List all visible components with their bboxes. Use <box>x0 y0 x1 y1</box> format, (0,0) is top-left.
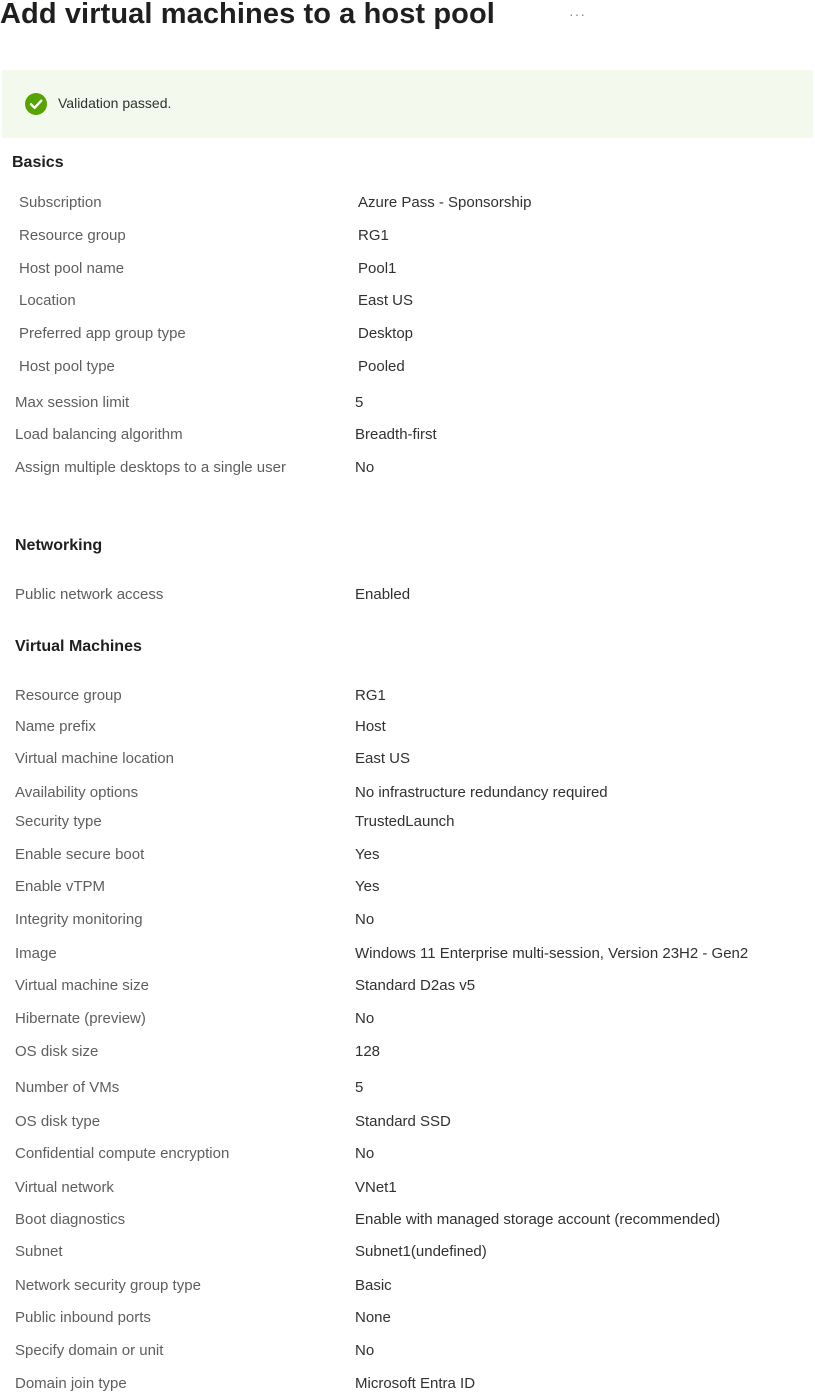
summary-label: Name prefix <box>15 718 96 735</box>
summary-label: Resource group <box>19 227 126 244</box>
summary-value: Windows 11 Enterprise multi-session, Version 23H2 - Gen2 <box>355 945 749 962</box>
summary-label: Subscription <box>19 194 102 211</box>
summary-value: VNet1 <box>355 1179 397 1196</box>
summary-row-enable-vtpm <box>0 878 815 902</box>
summary-value: Pooled <box>358 358 405 375</box>
summary-label: Confidential compute encryption <box>15 1145 230 1162</box>
summary-value: No <box>355 1145 375 1162</box>
summary-row-location <box>0 292 815 316</box>
summary-row-subnet <box>0 1243 815 1267</box>
summary-row-virtual-network <box>0 1179 815 1203</box>
summary-row-max-session-limit <box>0 394 815 418</box>
summary-value: 128 <box>355 1043 381 1060</box>
summary-value: No <box>355 459 375 476</box>
summary-label: OS disk type <box>15 1113 101 1130</box>
summary-label: Resource group <box>15 687 122 704</box>
summary-value: East US <box>358 292 414 309</box>
summary-label: Host pool type <box>19 358 115 375</box>
summary-row-domain-join-type <box>0 1375 815 1399</box>
summary-row-enable-secure-boot <box>0 846 815 870</box>
summary-row-boot-diagnostics <box>0 1211 815 1235</box>
summary-row-hibernate-preview <box>0 1010 815 1034</box>
page-title: Add virtual machines to a host pool <box>0 0 495 30</box>
summary-row-availability-options <box>0 784 815 808</box>
summary-value: RG1 <box>358 227 389 244</box>
summary-value: TrustedLaunch <box>355 813 455 830</box>
summary-value: RG1 <box>355 687 386 704</box>
summary-row-number-of-vms <box>0 1079 815 1103</box>
summary-row-subscription <box>0 194 815 218</box>
summary-label: Max session limit <box>15 394 130 411</box>
summary-row-network-security-group-type <box>0 1277 815 1301</box>
section-virtual-machines-title: Virtual Machines <box>15 638 142 655</box>
summary-label: Public inbound ports <box>15 1309 151 1326</box>
summary-row-image <box>0 945 815 969</box>
summary-row-name-prefix <box>0 718 815 742</box>
summary-value: Yes <box>355 878 380 895</box>
summary-row-integrity-monitoring <box>0 911 815 935</box>
summary-label: Subnet <box>15 1243 63 1260</box>
summary-row-public-inbound-ports <box>0 1309 815 1333</box>
summary-label: Load balancing algorithm <box>15 426 183 443</box>
summary-row-assign-multiple-desktops-to-a-single-user <box>0 459 815 483</box>
summary-label: Integrity monitoring <box>15 911 143 928</box>
summary-label: Location <box>19 292 76 309</box>
summary-value: None <box>355 1309 391 1326</box>
summary-value: Host <box>355 718 386 735</box>
summary-row-load-balancing-algorithm <box>0 426 815 450</box>
summary-row-confidential-compute-encryption <box>0 1145 815 1169</box>
summary-value: Azure Pass - Sponsorship <box>358 194 532 211</box>
summary-label: Virtual machine size <box>15 977 149 994</box>
summary-row-resource-group <box>0 687 815 711</box>
summary-label: Virtual network <box>15 1179 114 1196</box>
summary-value: Enable with managed storage account (recommended) <box>355 1211 721 1228</box>
summary-value: 5 <box>355 1079 364 1096</box>
summary-row-specify-domain-or-unit <box>0 1342 815 1366</box>
summary-value: Yes <box>355 846 380 863</box>
section-basics-title: Basics <box>12 154 64 171</box>
section-networking-title: Networking <box>15 537 103 554</box>
summary-value: Microsoft Entra ID <box>355 1375 476 1392</box>
summary-value: Subnet1(undefined) <box>355 1243 487 1260</box>
summary-value: No <box>355 1010 375 1027</box>
summary-label: Preferred app group type <box>19 325 186 342</box>
validation-banner <box>2 70 813 138</box>
summary-value: Basic <box>355 1277 392 1294</box>
summary-value: No infrastructure redundancy required <box>355 784 608 801</box>
summary-label: Network security group type <box>15 1277 201 1294</box>
summary-label: Availability options <box>15 784 139 801</box>
summary-label: Image <box>15 945 57 962</box>
validation-message: Validation passed. <box>58 95 172 111</box>
summary-label: Domain join type <box>15 1375 127 1392</box>
summary-value: Desktop <box>358 325 414 342</box>
summary-row-preferred-app-group-type <box>0 325 815 349</box>
summary-row-os-disk-type <box>0 1113 815 1137</box>
check-circle-icon <box>25 93 47 115</box>
summary-label: Enable secure boot <box>15 846 145 863</box>
summary-label: Enable vTPM <box>15 878 106 895</box>
summary-row-host-pool-name <box>0 260 815 284</box>
summary-value: Standard D2as v5 <box>355 977 476 994</box>
summary-row-os-disk-size <box>0 1043 815 1067</box>
summary-value: Breadth-first <box>355 426 437 443</box>
summary-value: No <box>355 1342 375 1359</box>
summary-label: Assign multiple desktops to a single user <box>15 459 286 476</box>
summary-label: Boot diagnostics <box>15 1211 126 1228</box>
summary-value: Pool1 <box>358 260 397 277</box>
summary-label: Virtual machine location <box>15 750 174 767</box>
summary-row-resource-group <box>0 227 815 251</box>
summary-label: Public network access <box>15 586 164 603</box>
summary-label: Security type <box>15 813 102 830</box>
summary-label: OS disk size <box>15 1043 99 1060</box>
summary-value: Enabled <box>355 586 411 603</box>
summary-row-security-type <box>0 813 815 837</box>
summary-value: No <box>355 911 375 928</box>
summary-label: Specify domain or unit <box>15 1342 164 1359</box>
summary-label: Host pool name <box>19 260 125 277</box>
summary-label: Number of VMs <box>15 1079 120 1096</box>
summary-row-virtual-machine-size <box>0 977 815 1001</box>
more-options-icon[interactable]: ··· <box>569 6 586 22</box>
summary-label: Hibernate (preview) <box>15 1010 146 1027</box>
summary-row-virtual-machine-location <box>0 750 815 774</box>
summary-row-host-pool-type <box>0 358 815 382</box>
summary-value: Standard SSD <box>355 1113 451 1130</box>
summary-value: East US <box>355 750 411 767</box>
summary-row-public-network-access <box>0 586 815 610</box>
summary-value: 5 <box>355 394 364 411</box>
